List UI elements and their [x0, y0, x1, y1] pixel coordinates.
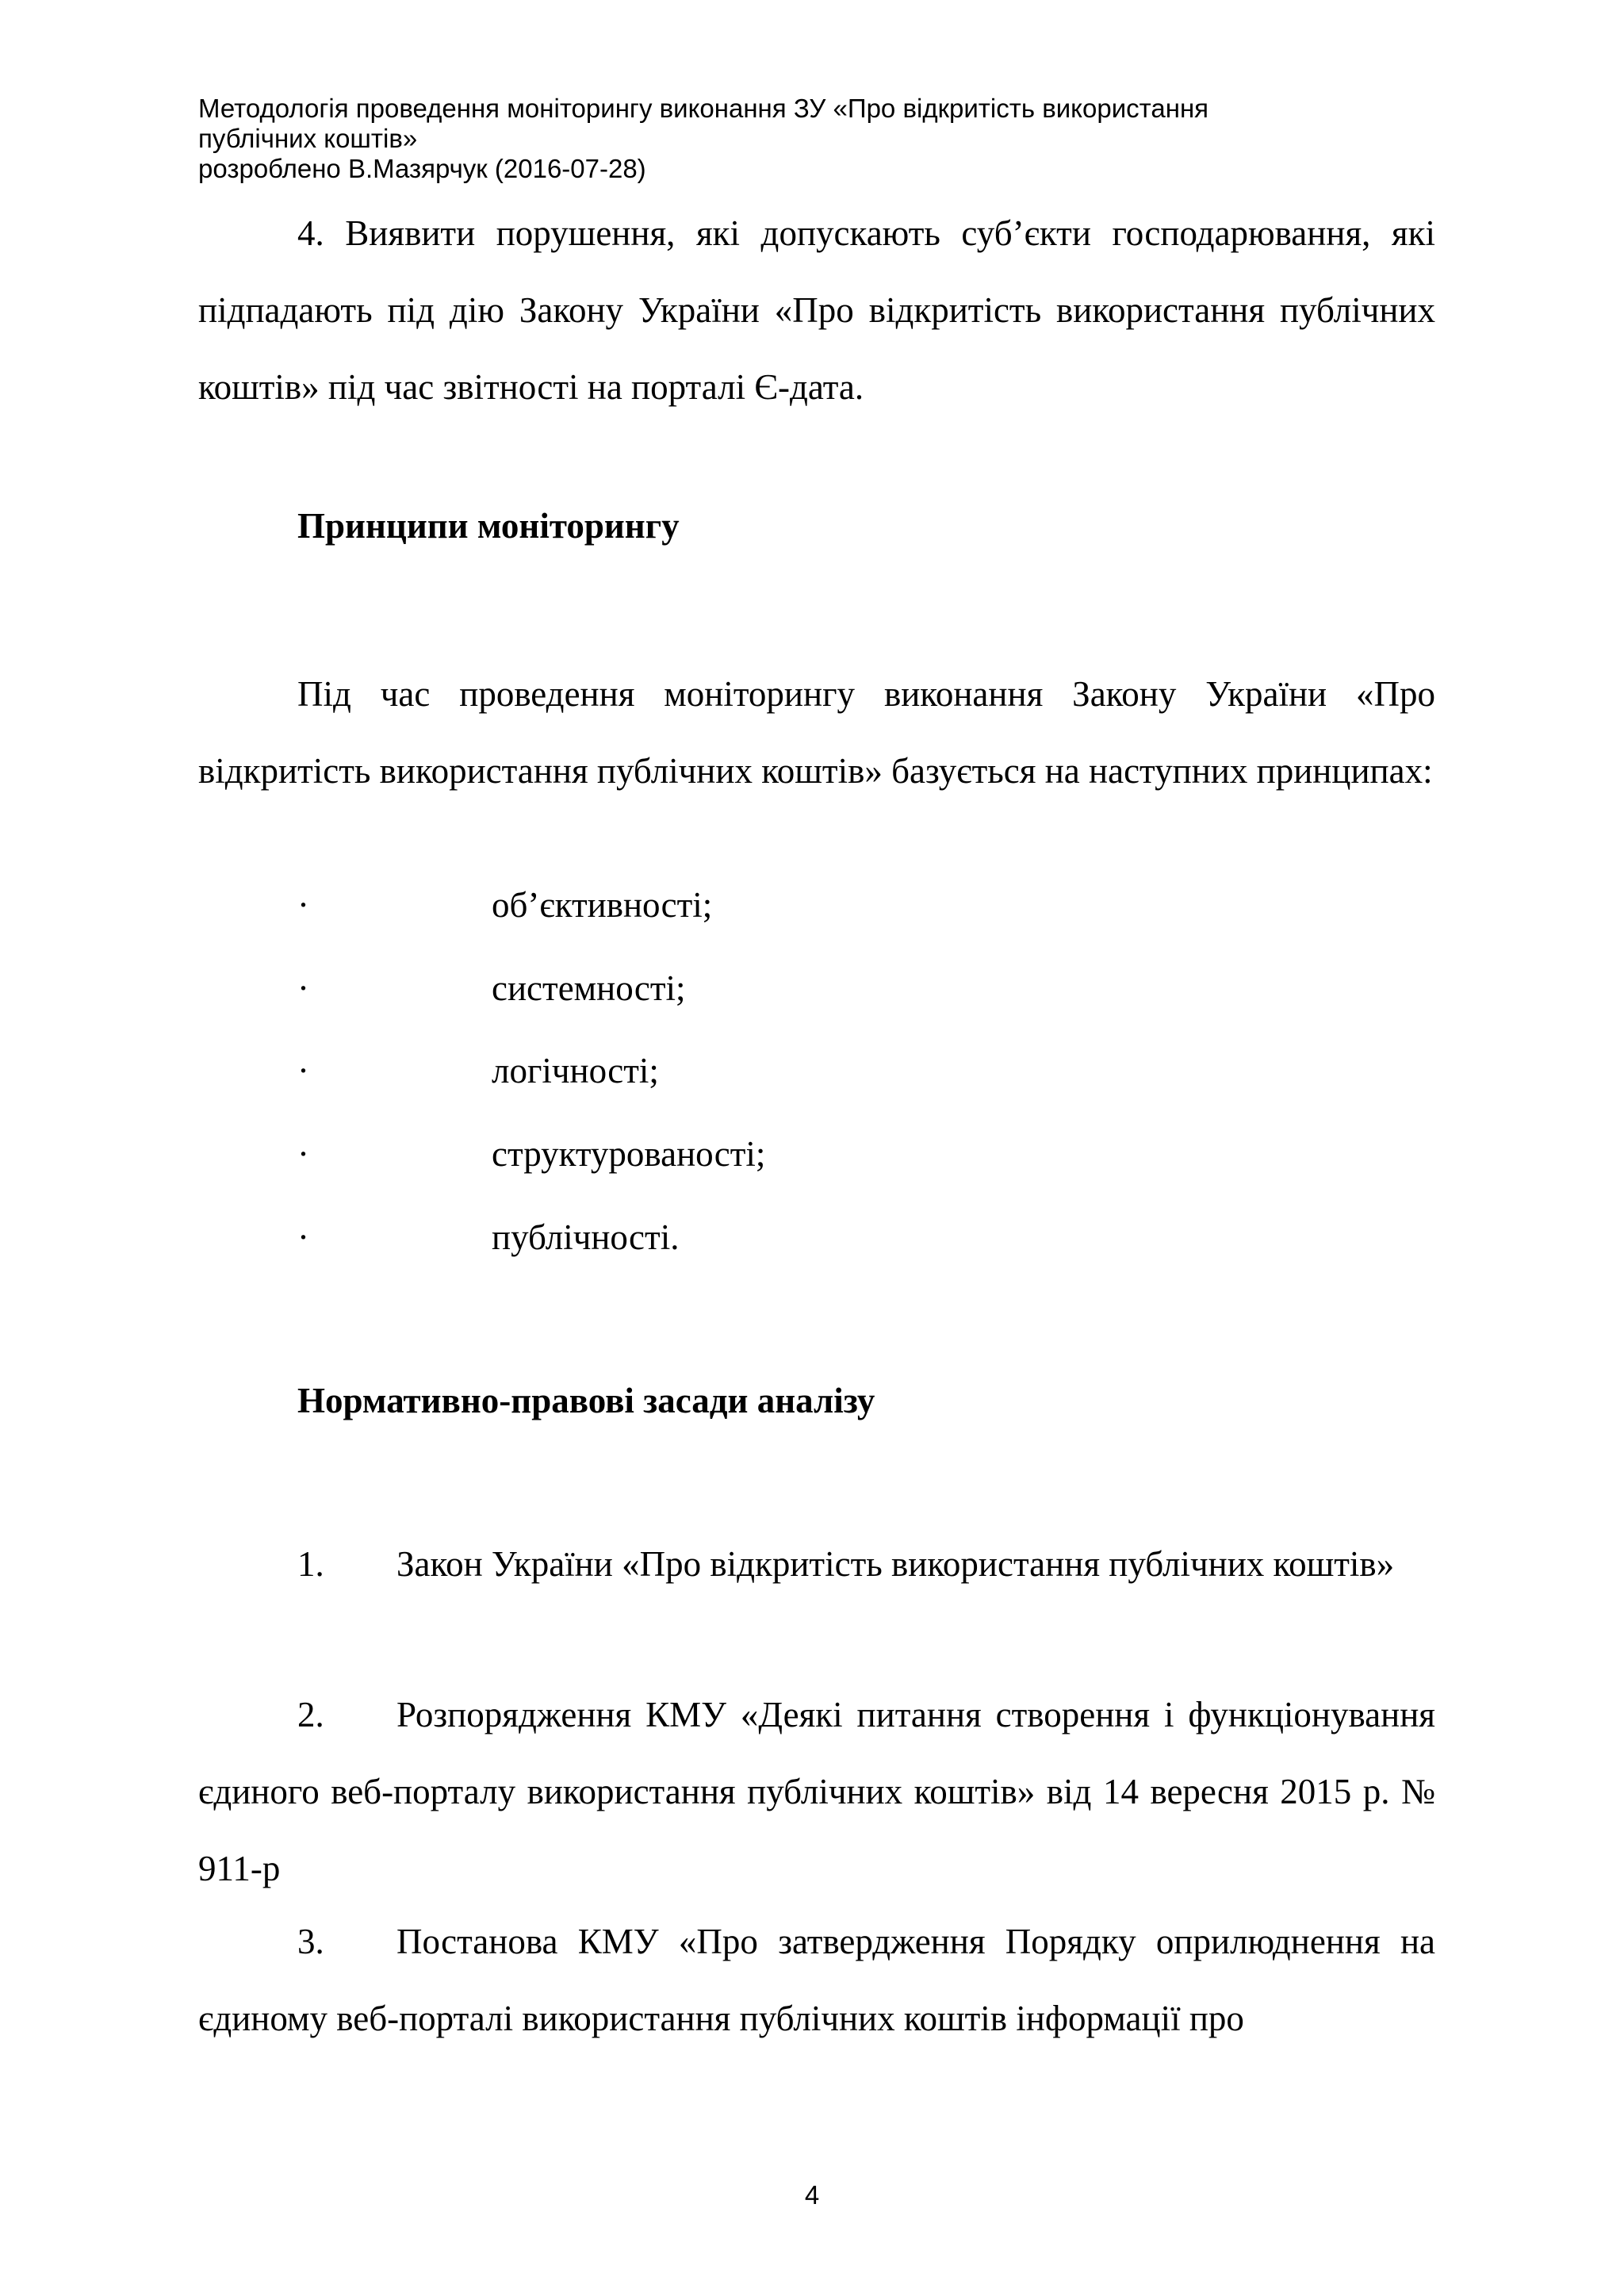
principles-paragraph: Під час проведення моніторингу виконання Закону України «Про відкритість використання публічних коштів» базується на наступних принципах: [198, 674, 1435, 791]
bullet-dot: · [297, 885, 309, 925]
intro-paragraph: 4. Виявити порушення, які допускають суб’єкти господарювання, які підпадають під дію Закону України «Про відкритість використання публічних коштів» під час звітності на порталі Є-дата. [198, 213, 1435, 407]
principle-text: логічності; [492, 1051, 659, 1091]
principle-text: об’єктивності; [492, 885, 713, 925]
legal-item [198, 1526, 1435, 1603]
bullet-dot: · [297, 1051, 309, 1091]
legal-item-number: 2. [297, 1695, 324, 1734]
principle-text: структурованості; [492, 1134, 766, 1174]
legal-item [198, 1677, 1435, 1907]
header-line-1: Методологія проведення моніторингу виконання ЗУ «Про відкритість використання [198, 94, 1209, 123]
principle-text: публічності. [492, 1217, 680, 1257]
header-line-2: публічних коштів» [198, 124, 418, 153]
legal-item-number: 1. [297, 1544, 324, 1584]
legal-basis-heading: Нормативно-правові засади аналізу [297, 1381, 875, 1420]
header-line-3: розроблено В.Мазярчук (2016-07-28) [198, 154, 646, 183]
bullet-dot: · [297, 1217, 309, 1257]
legal-item [198, 1903, 1435, 2057]
bullet-dot: · [297, 1134, 309, 1174]
principles-heading: Принципи моніторингу [297, 506, 680, 546]
legal-item-text: Розпорядження КМУ «Деякі питання створення і функціонування єдиного веб-порталу використання публічних коштів» від 14 вересня 2015 р. № 911-р [198, 1695, 1435, 1888]
page-header [198, 94, 1435, 184]
legal-item-text: Закон України «Про відкритість використання публічних коштів» [396, 1544, 1395, 1584]
legal-item-number: 3. [297, 1922, 324, 1961]
legal-item-text: Постанова КМУ «Про затвердження Порядку оприлюднення на єдиному веб-порталі використання публічних коштів інформації про [198, 1922, 1435, 2038]
page-number: 4 [804, 2180, 820, 2210]
principle-text: системності; [492, 968, 686, 1008]
bullet-dot: · [297, 968, 309, 1008]
